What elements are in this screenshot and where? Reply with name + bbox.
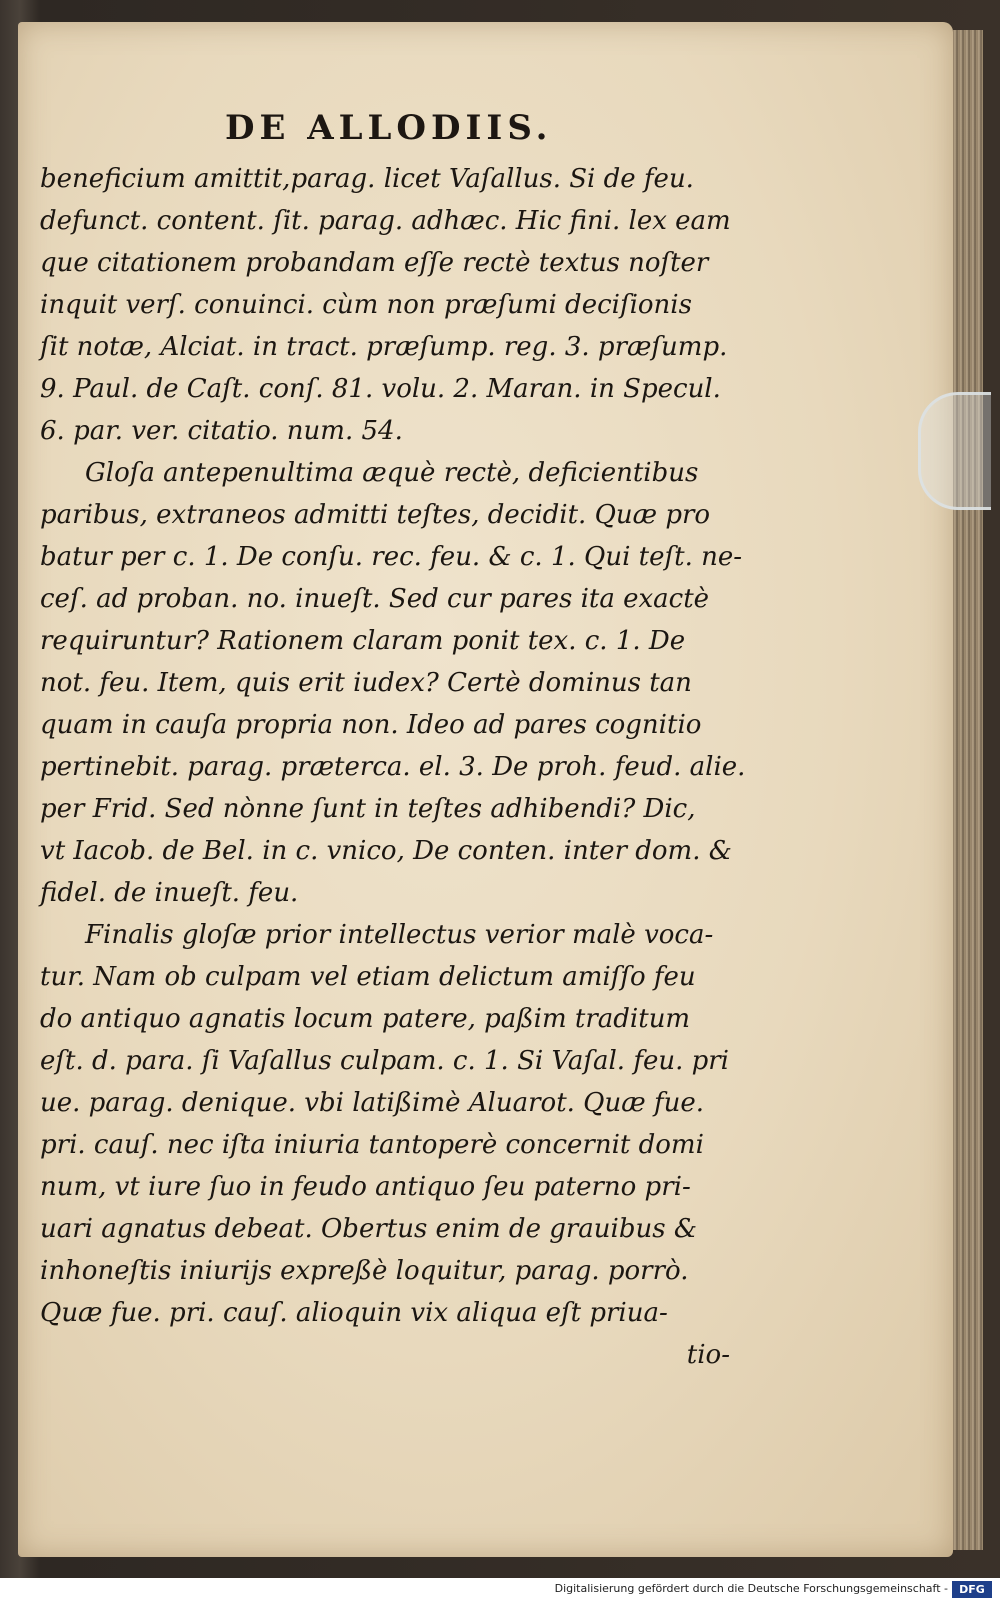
text-line: pri. cauſ. nec iſta iniuria tantoperè concernit domi	[40, 1130, 704, 1160]
text-line: ſit notæ, Alciat. in tract. præſump. reg. 3. præſump.	[40, 332, 728, 362]
text-line: ceſ. ad proban. no. inueſt. Sed cur pares ita exactè	[40, 584, 710, 614]
text-line: per Frid. Sed nònne ſunt in teſtes adhibendi? Dic,	[40, 794, 696, 824]
dfg-logo: DFG	[952, 1581, 992, 1598]
text-line: inhoneſtis iniurijs expreßè loquitur, parag. porrò.	[40, 1256, 689, 1286]
text-line: vt Iacob. de Bel. in c. vnico, De conten. inter dom. &	[40, 836, 732, 866]
footer-bar	[0, 1578, 1000, 1602]
text-line: not. feu. Item, quis erit iudex? Certè dominus tan	[40, 668, 692, 698]
text-line: fidel. de inueſt. feu.	[40, 878, 299, 908]
text-line: eſt. d. para. ſi Vaſallus culpam. c. 1. Si Vaſal. feu. pri	[40, 1046, 729, 1076]
text-line: quam in cauſa propria non. Ideo ad pares cognitio	[40, 710, 702, 740]
text-line: tur. Nam ob culpam vel etiam delictum amiſſo feu	[40, 962, 696, 992]
text-line: batur per c. 1. De conſu. rec. feu. & c. 1. Qui teſt. ne-	[40, 542, 743, 572]
text-line: que citationem probandam eſſe rectè textus noſter	[40, 248, 709, 278]
text-line: uari agnatus debeat. Obertus enim de grauibus &	[40, 1214, 697, 1244]
text-line: defunct. content. ſit. parag. adhæc. Hic fini. lex eam	[40, 206, 731, 236]
running-header: DE ALLODIIS.	[225, 108, 553, 148]
text-line: paribus, extraneos admitti teſtes, decidit. Quæ pro	[40, 500, 711, 530]
text-line: do antiquo agnatis locum patere, paßim traditum	[40, 1004, 691, 1034]
text-line: Gloſa antepenultima æquè rectè, deficientibus	[85, 458, 699, 488]
page-clip	[918, 392, 991, 510]
text-line: 6. par. ver. citatio. num. 54.	[40, 416, 403, 446]
text-line: Finalis gloſæ prior intellectus verior malè voca-	[85, 920, 714, 950]
text-line: ue. parag. denique. vbi latißimè Aluarot. Quæ fue.	[40, 1088, 704, 1118]
text-line: beneficium amittit,parag. licet Vaſallus. Si de feu.	[40, 164, 694, 194]
text-line: 9. Paul. de Caſt. conſ. 81. volu. 2. Maran. in Specul.	[40, 374, 721, 404]
text-line: Quæ fue. pri. cauſ. alioquin vix aliqua eſt priua-	[40, 1298, 668, 1328]
text-line: num, vt iure ſuo in feudo antiquo ſeu paterno pri-	[40, 1172, 691, 1202]
catchword: tio-	[686, 1340, 730, 1370]
page-edge	[953, 30, 983, 1550]
text-line: requiruntur? Rationem claram ponit tex. c. 1. De	[40, 626, 686, 656]
text-line: pertinebit. parag. præterca. el. 3. De proh. feud. alie.	[40, 752, 746, 782]
body-text	[40, 158, 746, 1376]
footer-credit: Digitalisierung gefördert durch die Deutsche Forschungsgemeinschaft -	[554, 1582, 948, 1595]
text-line: inquit verſ. conuinci. cùm non præſumi deciſionis	[40, 290, 692, 320]
